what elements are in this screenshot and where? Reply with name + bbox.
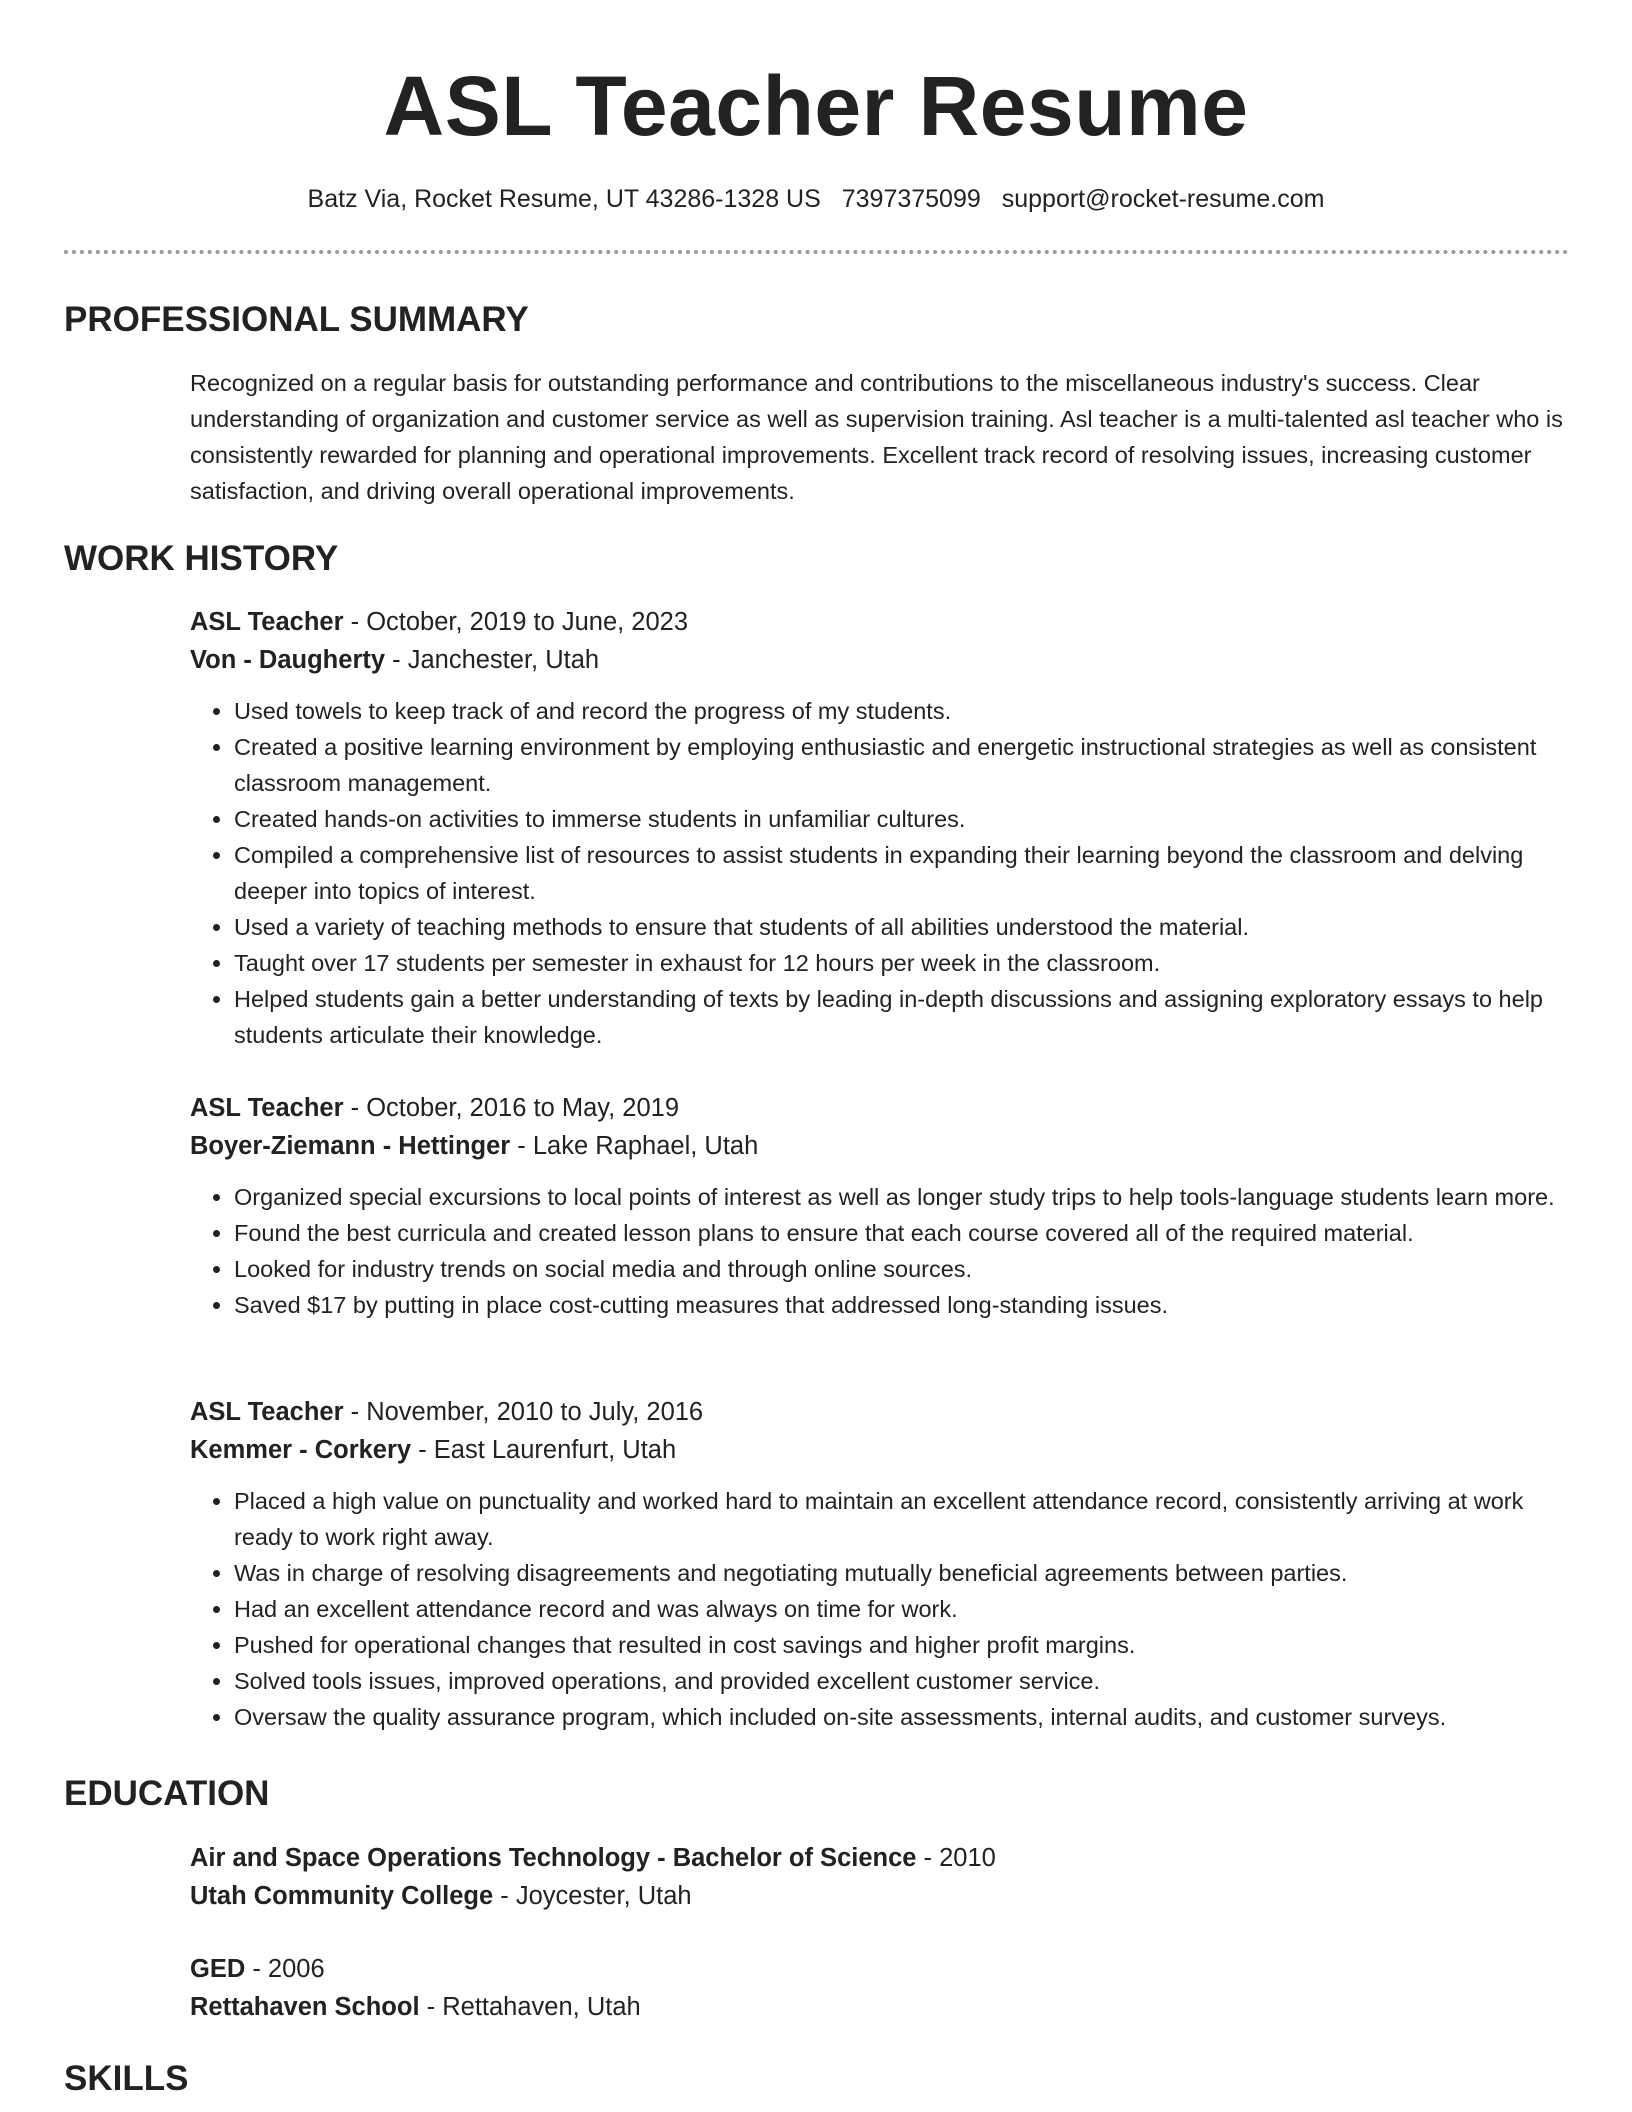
education-location: - Joycester, Utah xyxy=(493,1882,692,1910)
job-bullets xyxy=(190,693,1570,1053)
job-bullets xyxy=(190,1179,1570,1323)
page-title: ASL Teacher Resume xyxy=(383,59,1249,153)
job-dates: - October, 2016 to May, 2019 xyxy=(343,1094,680,1122)
education-degree: Air and Space Operations Technology - Bachelor of Science xyxy=(190,1844,917,1872)
job-company: Von - Daugherty xyxy=(190,646,386,674)
job-title-line xyxy=(190,1089,1570,1127)
job-title: ASL Teacher xyxy=(190,608,344,636)
job-bullet: • Created hands-on activities to immerse students in unfamiliar cultures. xyxy=(234,801,1570,837)
education-school-line xyxy=(190,1877,1570,1915)
education-degree-line xyxy=(190,1839,1570,1877)
job-location: - Lake Raphael, Utah xyxy=(510,1132,759,1160)
job-bullet: • Was in charge of resolving disagreements and negotiating mutually beneficial agreements between parties. xyxy=(234,1555,1570,1591)
job-bullet: • Organized special excursions to local points of interest as well as longer study trips to help tools-language students learn more. xyxy=(234,1179,1570,1215)
job-location: - East Laurenfurt, Utah xyxy=(411,1436,677,1464)
job-bullet: • Used a variety of teaching methods to ensure that students of all abilities understood the material. xyxy=(234,909,1570,945)
job-title-line xyxy=(190,1393,1570,1431)
contact-address: Batz Via, Rocket Resume, UT 43286-1328 US xyxy=(307,185,821,213)
education-entry xyxy=(190,1950,1570,2026)
job-bullet: • Helped students gain a better understanding of texts by leading in-depth discussions and assigning exploratory essays to help students articulate their knowledge. xyxy=(234,981,1570,1053)
job-bullet: • Pushed for operational changes that resulted in cost savings and higher profit margins. xyxy=(234,1627,1570,1663)
job-company-line xyxy=(190,1127,1570,1165)
contact-phone: 7397375099 xyxy=(841,185,981,213)
job-bullet: • Found the best curricula and created lesson plans to ensure that each course covered all of the required material. xyxy=(234,1215,1570,1251)
education-degree: GED xyxy=(190,1955,246,1983)
job-entry xyxy=(190,1089,1570,1323)
job-bullet: • Saved $17 by putting in place cost-cutting measures that addressed long-standing issues. xyxy=(234,1287,1570,1323)
education-degree-line xyxy=(190,1950,1570,1988)
job-title: ASL Teacher xyxy=(190,1094,344,1122)
job-bullet: • Taught over 17 students per semester in exhaust for 12 hours per week in the classroom. xyxy=(234,945,1570,981)
job-company: Kemmer - Corkery xyxy=(190,1436,412,1464)
header-divider xyxy=(64,250,1569,254)
job-entry xyxy=(190,1393,1570,1735)
education-year: - 2006 xyxy=(245,1955,325,1983)
education-location: - Rettahaven, Utah xyxy=(419,1993,641,2021)
job-company-line xyxy=(190,1431,1570,1469)
job-bullet: • Placed a high value on punctuality and worked hard to maintain an excellent attendance record, consistently arriving at work ready to work right away. xyxy=(234,1483,1570,1555)
summary-block xyxy=(190,365,1570,509)
contact-email: support@rocket-resume.com xyxy=(1001,185,1325,213)
job-bullet: • Looked for industry trends on social media and through online sources. xyxy=(234,1251,1570,1287)
job-dates: - November, 2010 to July, 2016 xyxy=(343,1398,704,1426)
job-bullets xyxy=(190,1483,1570,1735)
education-heading: EDUCATION xyxy=(64,1774,270,1813)
job-entry xyxy=(190,603,1570,1053)
education-school-line xyxy=(190,1988,1570,2026)
job-dates: - October, 2019 to June, 2023 xyxy=(343,608,689,636)
job-company: Boyer-Ziemann - Hettinger xyxy=(190,1132,511,1160)
job-bullet: • Used towels to keep track of and record the progress of my students. xyxy=(234,693,1570,729)
job-title-line xyxy=(190,603,1570,641)
work-history-heading: WORK HISTORY xyxy=(64,539,339,578)
job-location: - Janchester, Utah xyxy=(385,646,600,674)
job-bullet: • Created a positive learning environment by employing enthusiastic and energetic instructional strategies as well as consistent classroom management. xyxy=(234,729,1570,801)
contact-line xyxy=(0,182,1632,216)
summary-text: Recognized on a regular basis for outstanding performance and contributions to the miscellaneous industry's success. Clear understanding of organization and customer service as well as supervision training. Asl teacher is a multi-talented asl teacher who is consistently rewarded for planning and operational improvements. Excellent track record of resolving issues, increasing customer satisfaction, and driving overall operational improvements. xyxy=(190,370,1563,504)
job-company-line xyxy=(190,641,1570,679)
education-school: Utah Community College xyxy=(190,1882,494,1910)
job-bullet: • Compiled a comprehensive list of resources to assist students in expanding their learning beyond the classroom and delving deeper into topics of interest. xyxy=(234,837,1570,909)
education-entry xyxy=(190,1839,1570,1915)
job-bullet: • Solved tools issues, improved operations, and provided excellent customer service. xyxy=(234,1663,1570,1699)
education-school: Rettahaven School xyxy=(190,1993,420,2021)
job-title: ASL Teacher xyxy=(190,1398,344,1426)
job-bullet: • Oversaw the quality assurance program, which included on-site assessments, internal audits, and customer surveys. xyxy=(234,1699,1570,1735)
education-year: - 2010 xyxy=(916,1844,996,1872)
skills-heading: SKILLS xyxy=(64,2059,189,2098)
job-bullet: • Had an excellent attendance record and was always on time for work. xyxy=(234,1591,1570,1627)
summary-heading: PROFESSIONAL SUMMARY xyxy=(64,300,529,339)
